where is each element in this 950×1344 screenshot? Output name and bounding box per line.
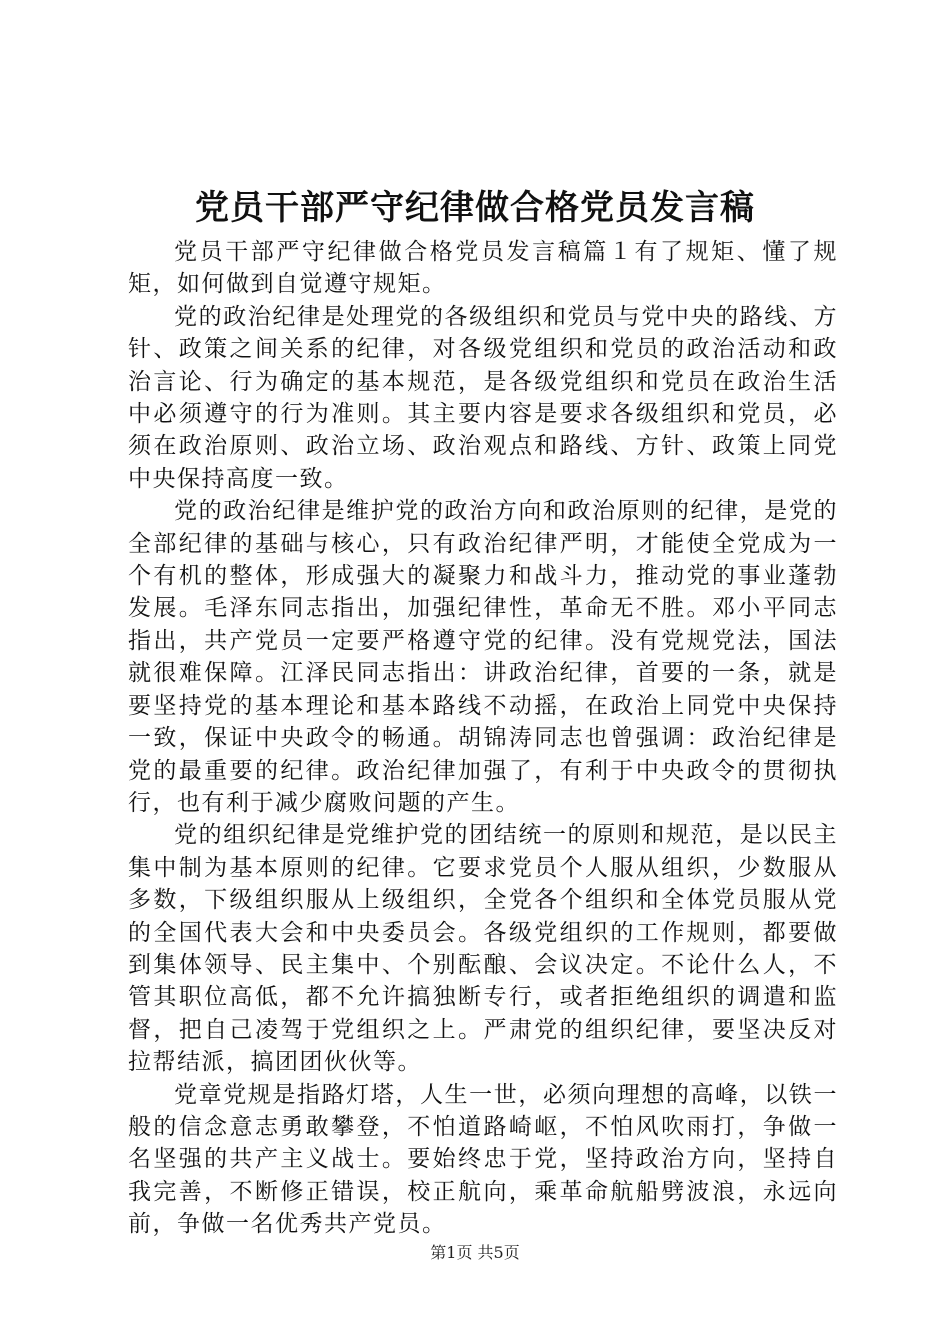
paragraph-4: 党的组织纪律是党维护党的团结统一的原则和规范，是以民主集中制为基本原则的纪律。它要求党员个人服从组织，少数服从多数，下级组织服从上级组织，全党各个组织和全体党员服从党的全国代表大会和中央委员会。各级党组织的工作规则，都要做到集体领导、民主集中、个别酝酿、会议决定。不论什么人，不管其职位高低，都不允许搞独断专行，或者拒绝组织的调遣和监督，把自己凌驾于党组织之上。严肃党的组织纪律，要坚决反对拉帮结派，搞团团伙伙等。 xyxy=(128,822,838,1076)
document-title: 党员干部严守纪律做合格党员发言稿 xyxy=(195,188,755,228)
document-body xyxy=(128,236,838,1241)
paragraph-5: 党章党规是指路灯塔，人生一世，必须向理想的高峰，以铁一般的信念意志勇敢攀登，不怕道路崎岖，不怕风吹雨打，争做一名坚强的共产主义战士。要始终忠于党，坚持政治方向，坚持自我完善，不断修正错误，校正航向，乘革命航船劈波浪，永远向前，争做一名优秀共产党员。 xyxy=(128,1081,838,1238)
paragraph-3: 党的政治纪律是维护党的政治方向和政治原则的纪律，是党的全部纪律的基础与核心，只有政治纪律严明，才能使全党成为一个有机的整体，形成强大的凝聚力和战斗力，推动党的事业蓬勃发展。毛泽东同志指出，加强纪律性，革命无不胜。邓小平同志指出，共产党员一定要严格遵守党的纪律。没有党规党法，国法就很难保障。江泽民同志指出：讲政治纪律，首要的一条，就是要坚持党的基本理论和基本路线不动摇，在政治上同党中央保持一致，保证中央政令的畅通。胡锦涛同志也曾强调：政治纪律是党的最重要的纪律。政治纪律加强了，有利于中央政令的贯彻执行，也有利于减少腐败问题的产生。 xyxy=(128,498,838,816)
page-footer: 第1页 共5页 xyxy=(430,1243,520,1262)
paragraph-2: 党的政治纪律是处理党的各级组织和党员与党中央的路线、方针、政策之间关系的纪律，对各级党组织和党员的政治活动和政治言论、行为确定的基本规范，是各级党组织和党员在政治生活中必须遵守的行为准则。其主要内容是要求各级组织和党员，必须在政治原则、政治立场、政治观点和路线、方针、政策上同党中央保持高度一致。 xyxy=(128,303,838,492)
paragraph-1: 党员干部严守纪律做合格党员发言稿篇１有了规矩、懂了规矩，如何做到自觉遵守规矩。 xyxy=(128,239,838,298)
